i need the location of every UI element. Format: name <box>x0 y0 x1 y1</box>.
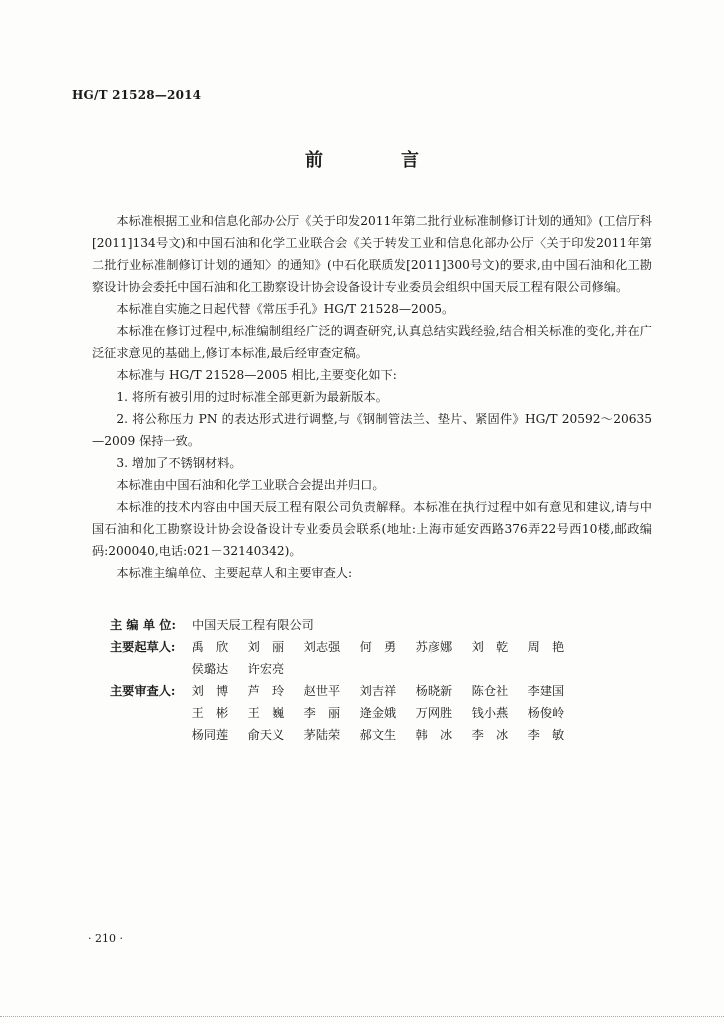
drafter-name: 侯璐达 <box>191 662 229 676</box>
personnel-list <box>110 614 610 746</box>
foreword-body <box>92 210 652 584</box>
drafter-name: 许宏亮 <box>247 662 285 676</box>
reviewer-name: 李 敏 <box>527 728 565 742</box>
chief-unit-name: 中国天辰工程有限公司 <box>192 618 314 632</box>
paragraph: 本标准的技术内容由中国天辰工程有限公司负责解释。本标准在执行过程中如有意见和建议,请与中国石油和化工勘察设计协会设备设计专业委员会联系(地址:上海市延安西路376弄22号西10楼,邮政编码:200040,电话:021－32140342)。 <box>92 500 652 558</box>
reviewers-row <box>110 680 610 746</box>
list-item: 2. 将公称压力 PN 的表达形式进行调整,与《钢制管法兰、垫片、紧固件》HG/T 20592～20635—2009 保持一致。 <box>92 412 652 448</box>
paragraph: 本标准在修订过程中,标准编制组经广泛的调查研究,认真总结实践经验,结合相关标准的变化,并在广泛征求意见的基础上,修订本标准,最后经审查定稿。 <box>92 324 652 360</box>
drafter-name: 刘 乾 <box>471 640 509 654</box>
paragraph: 本标准主编单位、主要起草人和主要审查人: <box>116 566 353 580</box>
reviewer-name: 芦 玲 <box>247 684 285 698</box>
page-number: · 210 · <box>88 932 123 945</box>
reviewer-name: 李建国 <box>527 684 565 698</box>
drafter-name: 何 勇 <box>359 640 397 654</box>
scan-edge-divider <box>0 1016 724 1018</box>
drafter-name: 刘 丽 <box>247 640 285 654</box>
reviewer-name: 万网胜 <box>415 706 453 720</box>
drafter-name: 苏彦娜 <box>415 640 453 654</box>
reviewer-name: 杨晓新 <box>415 684 453 698</box>
drafter-name: 禹 欣 <box>191 640 229 654</box>
paragraph: 本标准自实施之日起代替《常压手孔》HG/T 21528—2005。 <box>116 302 455 316</box>
chief-unit-row <box>110 614 610 636</box>
drafters-row <box>110 636 610 680</box>
reviewer-name: 逄金娥 <box>359 706 397 720</box>
reviewer-name: 刘 博 <box>191 684 229 698</box>
reviewer-name: 王 彬 <box>191 706 229 720</box>
reviewer-name: 赵世平 <box>303 684 341 698</box>
reviewer-name: 杨俊岭 <box>527 706 565 720</box>
reviewer-name: 韩 冰 <box>415 728 453 742</box>
reviewer-name: 钱小燕 <box>471 706 509 720</box>
paragraph: 本标准由中国石油和化学工业联合会提出并归口。 <box>116 478 385 492</box>
page-title: 前 言 <box>305 150 449 171</box>
role-label: 主要起草人: <box>110 640 176 654</box>
reviewer-name: 郝文生 <box>359 728 397 742</box>
reviewer-name: 杨同莲 <box>191 728 229 742</box>
reviewer-name: 陈仓社 <box>471 684 509 698</box>
reviewer-name: 李 冰 <box>471 728 509 742</box>
paragraph: 本标准与 HG/T 21528—2005 相比,主要变化如下: <box>116 368 397 382</box>
drafter-name: 刘志强 <box>303 640 341 654</box>
reviewer-name: 李 丽 <box>303 706 341 720</box>
list-item: 3. 增加了不锈钢材料。 <box>116 456 242 470</box>
reviewer-name: 俞天义 <box>247 728 285 742</box>
list-item: 1. 将所有被引用的过时标准全部更新为最新版本。 <box>116 390 388 404</box>
paragraph: 本标准根据工业和信息化部办公厅《关于印发2011年第二批行业标准制修订计划的通知》(工信厅科[2011]134号文)和中国石油和化学工业联合会《关于转发工业和信息化部办公厅〈关于印发2011年第二批行业标准制修订计划的通知〉的通知》(中石化联质发[2011]300号文)的要求,由中国石油和化工勘察设计协会委托中国石油和化工勘察设计协会设备设计专业委员会组织中国天辰工程有限公司修编。 <box>92 214 652 294</box>
reviewer-name: 刘吉祥 <box>359 684 397 698</box>
drafter-name: 周 艳 <box>527 640 565 654</box>
header-standard-code: HG/T 21528—2014 <box>72 88 202 102</box>
reviewer-name: 茅陆荣 <box>303 728 341 742</box>
reviewer-name: 王 巍 <box>247 706 285 720</box>
role-label: 主要审查人: <box>110 684 176 698</box>
role-label: 主 编 单 位: <box>110 618 176 632</box>
